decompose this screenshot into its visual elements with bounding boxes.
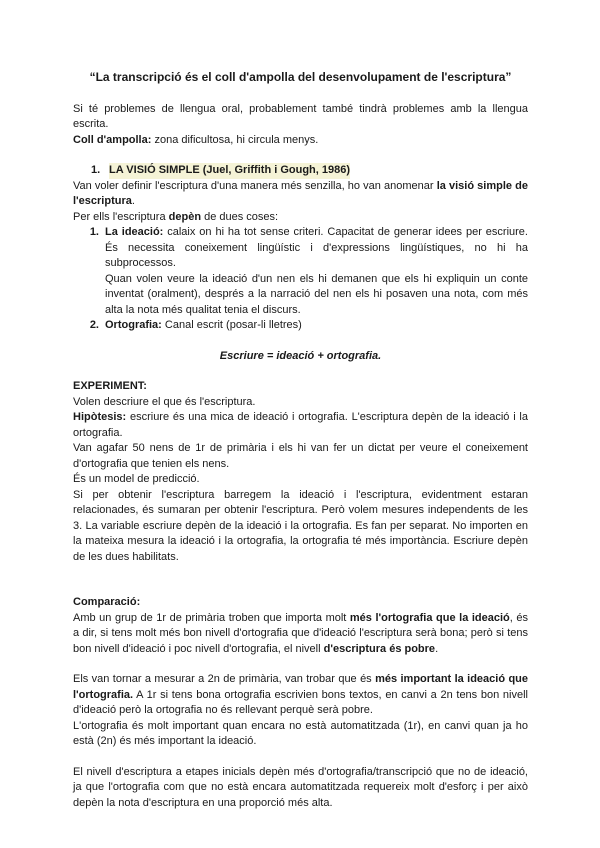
comparison-heading: Comparació:	[73, 596, 141, 608]
depends-term: depèn	[168, 210, 202, 223]
experiment-heading: EXPERIMENT:	[73, 380, 147, 392]
bottleneck-text: zona dificultosa, hi circula menys.	[151, 133, 319, 146]
experiment-paragraph: Van agafar 50 nens de 1r de primària i els hi van fer un dictat per veure el coneixement d'ortografia que tenien els nens.	[73, 442, 528, 470]
comparison-text: Els van tornar a mesurar a 2n de primària, van trobar que és	[73, 673, 376, 685]
experiment-paragraph: Si per obtenir l'escriptura barregem la ideació i l'escriptura, evidentment estaran relacionades, és sumaran per obtenir l'escriptura. Però volem mesures independents de les 3. La variable escriure depèn de la ideació i la ortografia. Es fan per separat. No importen en la mateixa mesura la ideació i la ortografia, la ortografia té més importància. Escriure depèn de les dues habilitats.	[73, 488, 528, 563]
depends-text-start: Per ells l'escriptura	[73, 210, 169, 223]
experiment-paragraph: Volen descriure el que és l'escriptura.	[73, 395, 256, 408]
depends-text-end: de dues coses:	[201, 210, 279, 223]
simple-view-end: .	[131, 195, 135, 207]
depends-paragraph	[73, 210, 528, 226]
hypothesis-text: escriure és una mica de ideació i ortografia. L'escriptura depèn de la ideació i la ortografia.	[73, 411, 528, 439]
comparison-paragraph: L'ortografia és molt important quan encara no està automatitzada (1r), en canvi quan ja ho està (2n) és més important la ideació.	[73, 719, 528, 747]
list-item-number: 1.	[89, 226, 99, 238]
list-item-label: Ortografia:	[105, 319, 162, 331]
comparison-paragraph: El nivell d'escriptura a etapes inicials depèn més d'ortografia/transcripció que no de ideació, ja que l'ortografia com que no està encara automatitzada requereix molt d'esforç i per això depèn la nota d'escriptura en una proporció més alta.	[73, 765, 528, 809]
list-item	[73, 318, 528, 334]
formula: Escriure = ideació + ortografia.	[219, 349, 382, 362]
list-item-label: La ideació:	[105, 226, 164, 238]
bottleneck-label: Coll d'ampolla:	[73, 133, 152, 146]
experiment-paragraph: És un model de predicció.	[73, 473, 200, 485]
hypothesis-paragraph	[73, 410, 528, 441]
simple-view-paragraph	[73, 179, 528, 210]
comparison-emphasis: més l'ortografia que la ideació	[349, 611, 510, 624]
comparison-emphasis: d'escriptura és pobre	[323, 642, 436, 655]
list-item-text: Canal escrit (posar-li lletres)	[161, 319, 302, 331]
list-item-text: calaix on hi ha tot sense criteri. Capacitat de generar idees per escriure. És necessita coneixement lingüístic i d'expressions lingüístiques, no hi ha subprocessos.	[105, 226, 528, 269]
document-title: “La transcripció és el coll d'ampolla del desenvolupament de l'escriptura”	[89, 70, 512, 84]
bottleneck-definition	[73, 133, 528, 149]
components-list	[73, 225, 528, 334]
list-item-number: 2.	[89, 319, 99, 331]
document-page	[73, 70, 528, 811]
comparison-text: .	[435, 642, 439, 655]
simple-view-term: la visió simple de l'escriptura	[73, 179, 528, 207]
section-1-title: LA VISIÓ SIMPLE (Juel, Griffith i Gough, 1986)	[109, 163, 350, 179]
hypothesis-label: Hipòtesis:	[73, 411, 127, 423]
comparison-emphasis: més important la ideació que l'ortografia.	[73, 673, 528, 701]
comparison-text: , és a dir, si tens molt més bon nivell d'ortografia que d'ideació l'escriptura serà bona; però si tens bon nivell d'ideació i poc nivell d'ortografia, el nivell	[73, 611, 528, 655]
section-1-number: 1.	[91, 164, 101, 176]
list-item	[73, 225, 528, 318]
list-item-extra: Quan volen veure la ideació d'un nen els hi demanen que els hi expliquin un conte inventat (oralment), després a la narració del nen els hi posaven una nota, com més alta la nota més qualitat tenia el discurs.	[105, 272, 528, 316]
intro-paragraph: Si té problemes de llengua oral, probablement també tindrà problemes amb la llengua escrita.	[73, 102, 528, 130]
simple-view-text: Van voler definir l'escriptura d'una manera més senzilla, ho van anomenar	[73, 179, 437, 192]
comparison-paragraph	[73, 611, 528, 658]
section-1-heading	[73, 163, 528, 179]
comparison-text: A 1r si tens bona ortografia escrivien bons textos, en canvi a 2n tens bon nivell d'ideació però la ortografia no és rellevant perquè serà pobre.	[73, 688, 528, 716]
comparison-paragraph	[73, 672, 528, 719]
comparison-text: Amb un grup de 1r de primària troben que importa molt	[73, 611, 350, 624]
